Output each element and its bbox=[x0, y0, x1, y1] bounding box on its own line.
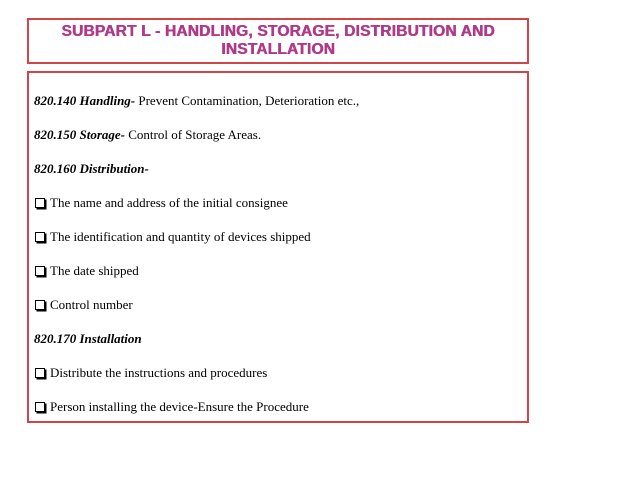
list-item bbox=[34, 229, 527, 244]
installation-heading: 820.170 Installation bbox=[34, 331, 142, 346]
list-item-text: Distribute the instructions and procedures bbox=[50, 365, 268, 380]
list-item-text: Control number bbox=[50, 297, 133, 312]
list-item bbox=[34, 195, 527, 210]
slide-title: SUBPART L - HANDLING, STORAGE, DISTRIBUTION AND INSTALLATION bbox=[61, 23, 495, 58]
list-item bbox=[34, 297, 527, 312]
distribution-heading-line bbox=[34, 161, 527, 176]
storage-text: Control of Storage Areas. bbox=[125, 127, 262, 142]
slide-title-box bbox=[27, 18, 529, 64]
list-item bbox=[34, 399, 527, 414]
list-item-text: The identification and quantity of devices shipped bbox=[50, 229, 311, 244]
checkbox-bullet-icon bbox=[35, 402, 45, 412]
checkbox-bullet-icon bbox=[35, 232, 45, 242]
list-item bbox=[34, 263, 527, 278]
slide-content-box bbox=[27, 71, 529, 423]
list-item bbox=[34, 365, 527, 380]
handling-line bbox=[34, 93, 527, 108]
installation-heading-line bbox=[34, 331, 527, 346]
storage-heading: 820.150 Storage- bbox=[34, 127, 125, 142]
checkbox-bullet-icon bbox=[35, 266, 45, 276]
storage-line bbox=[34, 127, 527, 142]
list-item-text: Person installing the device-Ensure the Procedure bbox=[50, 399, 309, 414]
handling-heading: 820.140 Handling- bbox=[34, 93, 136, 108]
distribution-heading: 820.160 Distribution- bbox=[34, 161, 149, 176]
checkbox-bullet-icon bbox=[35, 368, 45, 378]
list-item-text: The name and address of the initial consignee bbox=[50, 195, 288, 210]
checkbox-bullet-icon bbox=[35, 300, 45, 310]
list-item-text: The date shipped bbox=[50, 263, 139, 278]
handling-text: Prevent Contamination, Deterioration etc., bbox=[135, 93, 360, 108]
checkbox-bullet-icon bbox=[35, 198, 45, 208]
